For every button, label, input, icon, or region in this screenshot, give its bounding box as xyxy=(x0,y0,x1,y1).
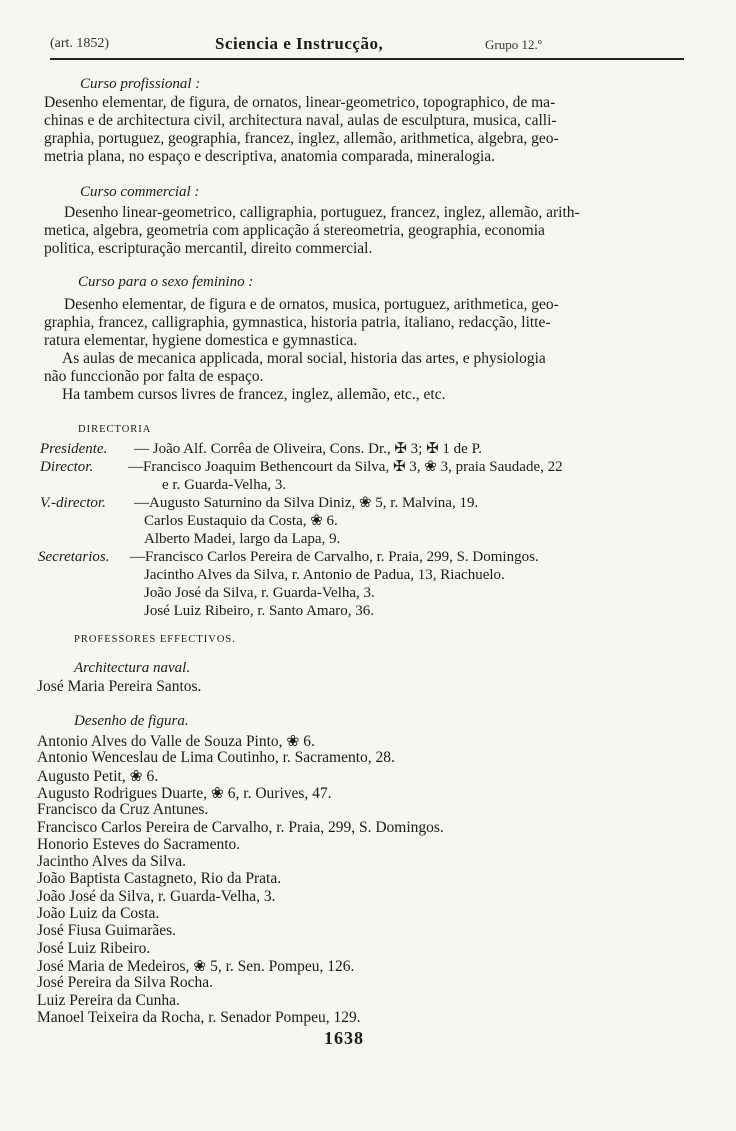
directory-entry: —Augusto Saturnino da Silva Diniz, ❀ 5, r. Malvina, 19. xyxy=(134,495,479,511)
section-title-commercial: Curso commercial : xyxy=(80,184,200,200)
professor-name: Augusto Petit, ❀ 6. xyxy=(37,767,159,785)
professor-name: José Pereira da Silva Rocha. xyxy=(37,974,214,992)
role-label: Director. xyxy=(40,459,94,475)
subsection-title-architectura: Architectura naval. xyxy=(74,660,191,676)
role-label: Presidente. xyxy=(40,441,108,457)
directoria-heading: DIRECTORIA xyxy=(78,424,152,435)
professores-heading: PROFESSORES EFFECTIVOS. xyxy=(74,634,236,645)
professor-name: Antonio Wenceslau de Lima Coutinho, r. Sacramento, 28. xyxy=(37,749,395,767)
professor-name: Antonio Alves do Valle de Souza Pinto, ❀ 6. xyxy=(37,733,315,750)
directory-entry: — João Alf. Corrêa de Oliveira, Cons. Dr., ✠ 3; ✠ 1 de P. xyxy=(134,441,483,457)
directory-entry: —Francisco Joaquim Bethencourt da Silva, ✠ 3, ❀ 3, praia Saudade, 22 xyxy=(128,459,563,475)
text-line: Desenho elementar, de figura e de ornatos, musica, portuguez, arithmetica, geo- xyxy=(64,296,559,313)
page-number: 1638 xyxy=(324,1028,364,1048)
text-line: As aulas de mecanica applicada, moral social, historia das artes, e physiologia xyxy=(62,350,546,367)
header-rule xyxy=(50,58,684,60)
professor-name: José Maria de Medeiros, ❀ 5, r. Sen. Pompeu, 126. xyxy=(37,957,355,975)
directory-entry: João José da Silva, r. Guarda-Velha, 3. xyxy=(144,585,375,601)
text-line: graphia, portuguez, geographia, francez, inglez, allemão, arithmetica, algebra, geo- xyxy=(44,130,559,147)
role-label: V.-director. xyxy=(40,495,106,511)
text-line: ratura elementar, hygiene domestica e gymnastica. xyxy=(44,332,358,349)
section-title-profissional: Curso profissional : xyxy=(80,76,201,92)
article-ref: (art. 1852) xyxy=(50,36,110,51)
group-label: Grupo 12.º xyxy=(485,37,542,52)
role-label: Secretarios. xyxy=(38,549,110,565)
professor-name: Honorio Esteves do Sacramento. xyxy=(37,835,241,853)
text-line: metica, algebra, geometria com applicação á stereometria, geographia, economia xyxy=(44,222,545,239)
running-title: Sciencia e Instrucção, xyxy=(215,34,384,53)
professor-name: José Maria Pereira Santos. xyxy=(37,678,202,695)
professor-name: José Fiusa Guimarães. xyxy=(37,922,177,940)
professor-name: Jacintho Alves da Silva. xyxy=(37,853,186,871)
professor-name: João Baptista Castagneto, Rio da Prata. xyxy=(37,870,282,888)
professor-name: Francisco Carlos Pereira de Carvalho, r. Praia, 299, S. Domingos. xyxy=(37,818,444,836)
text-line: Desenho elementar, de figura, de ornatos, linear-geometrico, topographico, de ma- xyxy=(44,94,556,111)
professor-name: Luiz Pereira da Cunha. xyxy=(37,991,180,1009)
professor-name: Augusto Rodrigues Duarte, ❀ 6, r. Ourives, 47. xyxy=(37,784,332,802)
professor-name: Manoel Teixeira da Rocha, r. Senador Pompeu, 129. xyxy=(37,1008,361,1026)
text-line: Desenho linear-geometrico, calligraphia, portuguez, francez, inglez, allemão, arith- xyxy=(64,204,580,221)
text-line: não funccionão por falta de espaço. xyxy=(44,368,264,385)
text-line: politica, escripturação mercantil, direito commercial. xyxy=(44,240,373,257)
text-line: metria plana, no espaço e descriptiva, anatomia comparada, mineralogia. xyxy=(44,148,496,165)
directory-entry: Carlos Eustaquio da Costa, ❀ 6. xyxy=(144,513,338,529)
text-line: chinas e de architectura civil, architectura naval, aulas de esculptura, musica, calli- xyxy=(44,112,557,129)
subsection-title-desenho: Desenho de figura. xyxy=(74,713,189,729)
text-line: Ha tambem cursos livres de francez, inglez, allemão, etc., etc. xyxy=(62,386,446,403)
professor-name: João José da Silva, r. Guarda-Velha, 3. xyxy=(37,887,276,905)
directory-entry: José Luiz Ribeiro, r. Santo Amaro, 36. xyxy=(144,603,374,619)
directory-entry: Jacintho Alves da Silva, r. Antonio de Padua, 13, Riachuelo. xyxy=(144,567,505,583)
directory-entry: —Francisco Carlos Pereira de Carvalho, r. Praia, 299, S. Domingos. xyxy=(130,549,539,565)
directory-entry: Alberto Madei, largo da Lapa, 9. xyxy=(144,531,341,547)
professor-name: José Luiz Ribeiro. xyxy=(37,939,151,957)
directory-entry: e r. Guarda-Velha, 3. xyxy=(162,477,287,493)
professor-name: João Luiz da Costa. xyxy=(37,905,160,922)
text-line: graphia, francez, calligraphia, gymnastica, historia patria, italiano, redacção, litte- xyxy=(44,314,551,331)
page-header xyxy=(50,34,690,56)
section-title-feminino: Curso para o sexo feminino : xyxy=(78,274,254,290)
professor-name: Francisco da Cruz Antunes. xyxy=(37,801,209,819)
